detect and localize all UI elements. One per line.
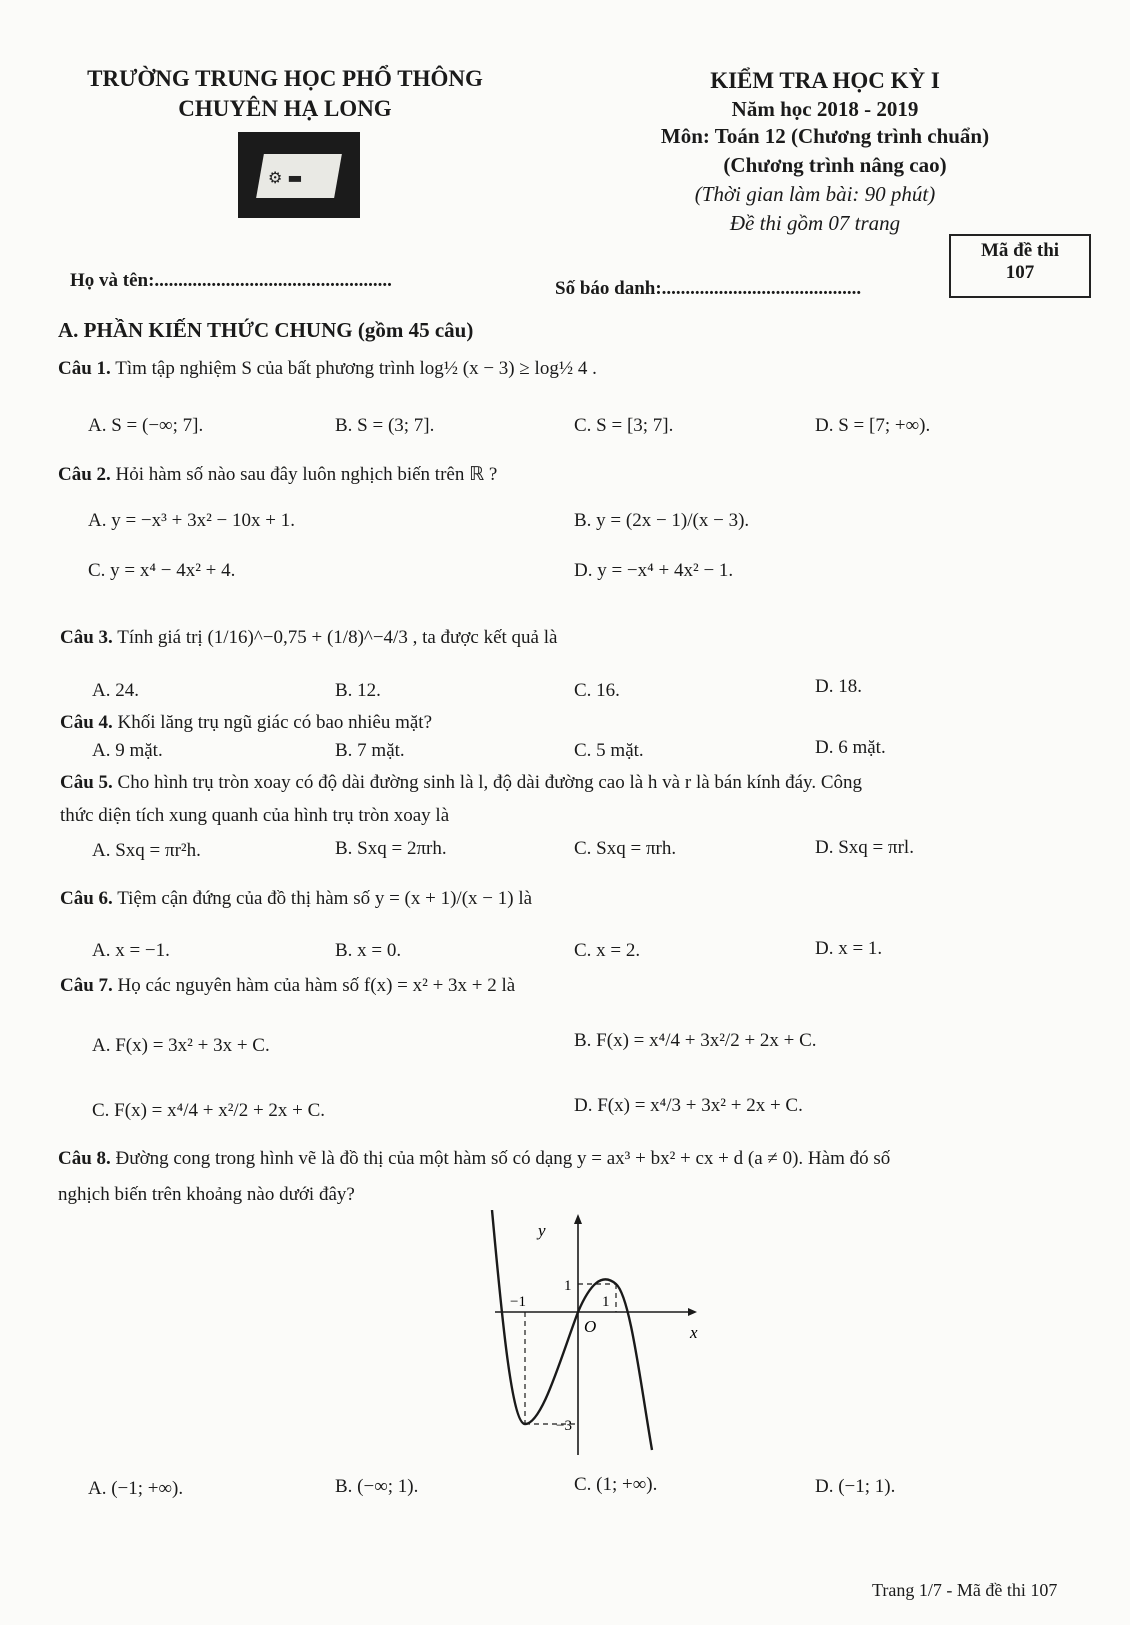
page-count: Đề thi gồm 07 trang — [729, 211, 901, 235]
origin-label: O — [584, 1317, 597, 1336]
y-axis-label: y — [538, 1221, 546, 1240]
question-label: Câu 5. — [60, 772, 113, 793]
q2-option-c: C. y = x⁴ − 4x² + 4. — [88, 560, 236, 581]
q6-option-d: D. x = 1. — [815, 938, 883, 959]
question-5-line2: thức diện tích xung quanh của hình trụ tròn xoay là — [60, 805, 450, 826]
q5-option-d: D. Sxq = πrl. — [815, 837, 914, 858]
question-text: Họ các nguyên hàm của hàm số f(x) = x² + 3x + 2 là — [117, 975, 516, 996]
question-label: Câu 6. — [60, 888, 113, 909]
question-text-line1: Đường cong trong hình vẽ là đồ thị của một hàm số có dạng y = ax³ + bx² + cx + d (a ≠ 0). Hàm đó số — [115, 1148, 891, 1169]
question-1 — [58, 358, 597, 380]
section-title: A. PHẦN KIẾN THỨC CHUNG (gồm 45 câu) — [58, 318, 474, 342]
page-footer: Trang 1/7 - Mã đề thi 107 — [872, 1580, 1058, 1600]
q8-option-b: B. (−∞; 1). — [335, 1476, 419, 1497]
tick-y-1: 1 — [564, 1278, 572, 1294]
exam-title: KIỂM TRA HỌC KỲ I — [710, 68, 940, 93]
tick-x-1: 1 — [602, 1294, 610, 1310]
question-label: Câu 2. — [58, 464, 111, 485]
question-text: Tính giá trị (1/16)^−0,75 + (1/8)^−4/3 , ta được kết quả là — [117, 627, 558, 648]
question-label: Câu 1. — [58, 358, 111, 379]
q5-option-a: A. Sxq = πr²h. — [92, 840, 201, 861]
school-logo — [238, 132, 360, 218]
question-7 — [60, 975, 515, 997]
question-label: Câu 8. — [58, 1148, 111, 1169]
tick-x-neg1: −1 — [510, 1294, 526, 1310]
question-3 — [60, 627, 557, 649]
q6-option-a: A. x = −1. — [92, 940, 170, 961]
subject: Môn: Toán 12 (Chương trình chuẩn) — [660, 124, 990, 148]
q3-option-c: C. 16. — [574, 680, 620, 701]
q3-option-b: B. 12. — [335, 680, 381, 701]
q1-option-c: C. S = [3; 7]. — [574, 415, 674, 436]
q6-option-c: C. x = 2. — [574, 940, 641, 961]
question-text: Tiệm cận đứng của đồ thị hàm số y = (x + 1)/(x − 1) là — [117, 888, 533, 909]
q1-option-d: D. S = [7; +∞). — [815, 415, 931, 436]
exam-code-label: Mã đề thi — [980, 240, 1060, 261]
question-text: Khối lăng trụ ngũ giác có bao nhiêu mặt? — [117, 712, 433, 733]
q1-option-a: A. S = (−∞; 7]. — [88, 415, 204, 436]
q4-option-d: D. 6 mặt. — [815, 737, 886, 758]
exam-time: (Thời gian làm bài: 90 phút) — [694, 182, 936, 206]
q6-option-b: B. x = 0. — [335, 940, 402, 961]
question-text: Hỏi hàm số nào sau đây luôn nghịch biến trên ℝ ? — [115, 464, 498, 485]
logo-emblem-icon: ⚙ ▬ — [268, 168, 303, 187]
q5-option-c: C. Sxq = πrh. — [574, 838, 677, 859]
cubic-function-graph — [480, 1210, 710, 1460]
question-label: Câu 3. — [60, 627, 113, 648]
q7-option-c: C. F(x) = x⁴/4 + x²/2 + 2x + C. — [92, 1100, 326, 1121]
question-text-line1: Cho hình trụ tròn xoay có độ dài đường sinh là l, độ dài đường cao là h và r là bán kính đáy. Công — [117, 772, 862, 793]
exam-code-box — [949, 234, 1091, 298]
school-name-line2: CHUYÊN HẠ LONG — [178, 96, 392, 121]
exam-code-value: 107 — [1005, 262, 1035, 283]
q8-option-c: C. (1; +∞). — [574, 1474, 658, 1495]
q3-option-d: D. 18. — [815, 676, 862, 697]
tick-y-neg3: −3 — [556, 1418, 572, 1434]
question-5 — [60, 772, 862, 794]
q2-option-d: D. y = −x⁴ + 4x² − 1. — [574, 560, 734, 581]
question-8-line2: nghịch biến trên khoảng nào dưới đây? — [58, 1184, 355, 1205]
function-curve — [492, 1210, 652, 1450]
q4-option-b: B. 7 mặt. — [335, 740, 405, 761]
question-6 — [60, 888, 532, 910]
q7-option-b: B. F(x) = x⁴/4 + 3x²/2 + 2x + C. — [574, 1030, 817, 1051]
question-label: Câu 7. — [60, 975, 113, 996]
q2-option-b: B. y = (2x − 1)/(x − 3). — [574, 510, 750, 531]
student-name-field: Họ và tên:.................................................. — [70, 270, 392, 291]
question-label: Câu 4. — [60, 712, 113, 733]
question-text: Tìm tập nghiệm S của bất phương trình log½ (x − 3) ≥ log½ 4 . — [115, 358, 597, 379]
school-year: Năm học 2018 - 2019 — [731, 97, 919, 121]
q7-option-d: D. F(x) = x⁴/3 + 3x² + 2x + C. — [574, 1095, 803, 1116]
question-2 — [58, 463, 497, 486]
x-axis-arrow-icon — [688, 1308, 697, 1316]
q5-option-b: B. Sxq = 2πrh. — [335, 838, 447, 859]
q2-option-a: A. y = −x³ + 3x² − 10x + 1. — [88, 510, 295, 531]
y-axis-arrow-icon — [574, 1214, 582, 1224]
question-8 — [58, 1148, 890, 1170]
school-name-line1: TRƯỜNG TRUNG HỌC PHỔ THÔNG — [87, 66, 483, 91]
x-axis-label: x — [690, 1323, 698, 1342]
q4-option-c: C. 5 mặt. — [574, 740, 644, 761]
q3-option-a: A. 24. — [92, 680, 139, 701]
q7-option-a: A. F(x) = 3x² + 3x + C. — [92, 1035, 270, 1056]
program: (Chương trình nâng cao) — [723, 153, 947, 177]
question-4 — [60, 712, 432, 734]
student-id-field: Số báo danh:.......................................... — [555, 278, 862, 299]
q8-option-a: A. (−1; +∞). — [88, 1478, 184, 1499]
q4-option-a: A. 9 mặt. — [92, 740, 163, 761]
q1-option-b: B. S = (3; 7]. — [335, 415, 435, 436]
q8-option-d: D. (−1; 1). — [815, 1476, 896, 1497]
